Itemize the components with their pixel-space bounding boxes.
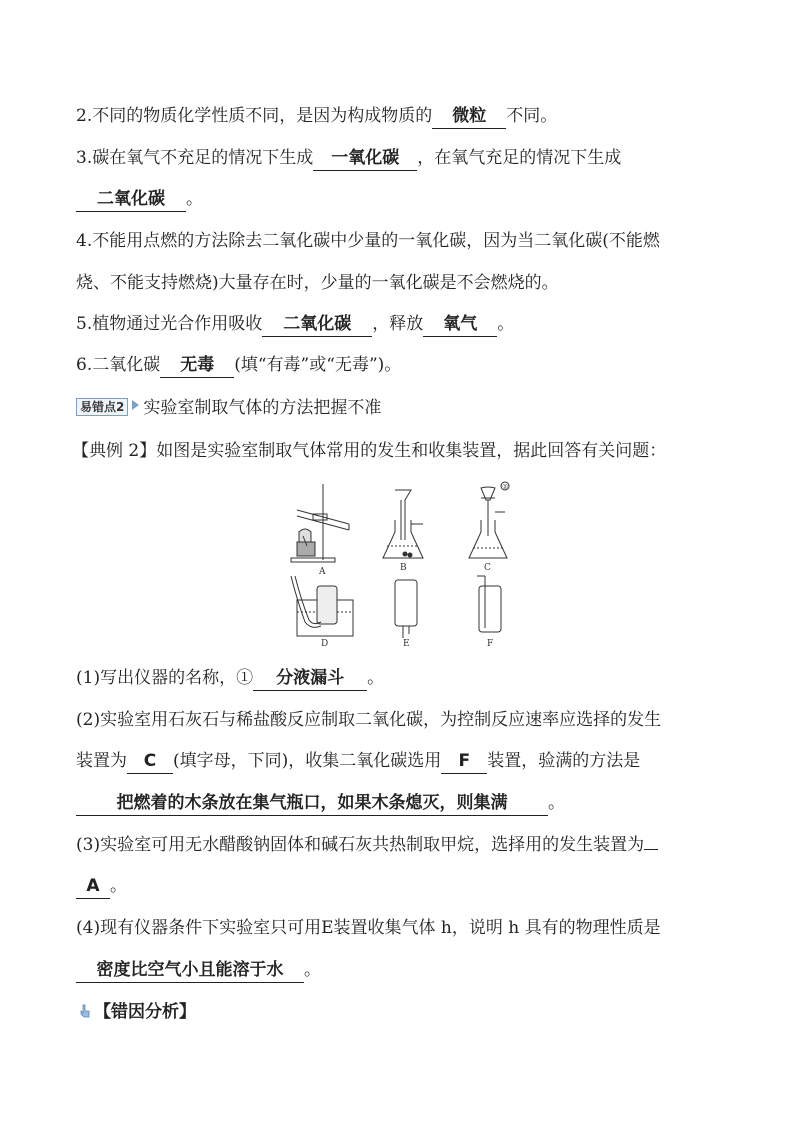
q2-answer: 微粒: [432, 104, 506, 129]
q6-answer: 无毒: [160, 353, 234, 378]
question-p3-line-1: [76, 833, 658, 857]
question-5: [76, 312, 514, 337]
q5-answer-2: 氧气: [423, 312, 497, 337]
example-intro: [72, 439, 666, 463]
p1-text: (1)写出仪器的名称，①: [76, 668, 254, 688]
q3-answer-1: 一氧化碳: [313, 146, 417, 171]
figure-marker: ①: [502, 483, 509, 491]
apparatus-e: [395, 580, 417, 638]
q3-answer-2: 二氧化碳: [76, 187, 186, 212]
question-p2-line-3: [76, 791, 565, 816]
section-header: [76, 396, 381, 420]
question-2: [76, 104, 557, 129]
q3-text: 3.碳在氧气不充足的情况下生成: [76, 148, 314, 168]
p3-answer: A: [76, 874, 110, 899]
p3-tail: 。: [110, 876, 127, 896]
pointer-icon: [80, 1004, 90, 1018]
figure-label-f: F: [487, 639, 494, 648]
p2-answer-3: 把燃着的木条放在集气瓶口，如果木条熄灭，则集满: [76, 791, 548, 816]
p2-tail: 。: [548, 793, 565, 813]
figure-label-b: B: [400, 563, 407, 573]
p2-text-3: 装置，验满的方法是: [487, 751, 641, 771]
section-title: 实验室制取气体的方法把握不准: [143, 398, 382, 418]
q2-tail: 不同。: [506, 106, 558, 126]
question-p4-line-2: [76, 958, 321, 983]
apparatus-f: [477, 576, 501, 632]
q5-text: 5.植物通过光合作用吸收: [76, 314, 263, 334]
question-4-line-1: [76, 229, 660, 253]
question-p1: [76, 666, 384, 691]
p2-answer-1: C: [127, 749, 173, 774]
apparatus-a: [291, 484, 349, 562]
question-p3-line-2: [76, 874, 127, 899]
p1-answer: 分液漏斗: [253, 666, 367, 691]
q3-tail: 。: [186, 189, 203, 209]
p2-mid: (填字母，下同)，收集二氧化碳选用: [173, 751, 442, 771]
question-p4-line-1: [76, 916, 661, 940]
q6-tail: (填“有毒”或“无毒”)。: [234, 355, 402, 375]
figure-label-c: C: [484, 563, 491, 573]
question-4-line-2: [76, 271, 559, 295]
apparatus-b: [383, 490, 423, 558]
question-6: [76, 353, 401, 378]
p2-text-2: 装置为: [76, 751, 127, 771]
p2-answer-2: F: [441, 749, 487, 774]
figure-label-e: E: [403, 639, 410, 648]
apparatus-figure: [283, 480, 513, 648]
p2-text-1: (2)实验室用石灰石与稀盐酸反应制取二氧化碳，为控制反应速率应选择的发生: [76, 710, 662, 730]
apparatus-c: [469, 482, 509, 558]
question-3-line-2: [76, 187, 203, 212]
figure-label-d: D: [321, 639, 329, 648]
apparatus-d: [291, 576, 353, 636]
question-3-line-1: [76, 146, 621, 171]
q4-text-1: 4.不能用点燃的方法除去二氧化碳中少量的一氧化碳，因为当二氧化碳(不能燃: [76, 231, 660, 251]
arrow-icon: [132, 400, 139, 410]
q6-text: 6.二氧化碳: [76, 355, 161, 375]
analysis-title: 【错因分析】: [94, 1002, 196, 1022]
p3-text-1: (3)实验室可用无水醋酸钠固体和碱石灰共热制取甲烷，选择用的发生装置为: [76, 835, 645, 855]
p4-text-1: (4)现有仪器条件下实验室只可用E装置收集气体 h，说明 h 具有的物理性质是: [76, 918, 661, 938]
p1-tail: 。: [367, 668, 385, 688]
q4-text-2: 烧、不能支持燃烧)大量存在时，少量的一氧化碳是不会燃烧的。: [76, 273, 559, 293]
p3-blank-start: [644, 849, 658, 850]
question-p2-line-1: [76, 708, 661, 732]
q5-answer-1: 二氧化碳: [262, 312, 372, 337]
q5-tail: 。: [497, 314, 515, 334]
figure-label-a: A: [319, 567, 326, 577]
q5-mid: ，释放: [372, 314, 424, 334]
example-intro-text: 【典例 2】如图是实验室制取气体常用的发生和收集装置，据此回答有关问题：: [72, 441, 667, 461]
p4-tail: 。: [304, 960, 321, 980]
p4-answer: 密度比空气小且能溶于水: [76, 958, 304, 983]
q3-text-2: ，在氧气充足的情况下生成: [417, 148, 622, 168]
section-tag: 易错点2: [76, 398, 128, 416]
q2-text: 2.不同的物质化学性质不同，是因为构成物质的: [76, 106, 433, 126]
question-p2-line-2: [76, 749, 640, 774]
analysis-heading: [80, 1000, 196, 1024]
